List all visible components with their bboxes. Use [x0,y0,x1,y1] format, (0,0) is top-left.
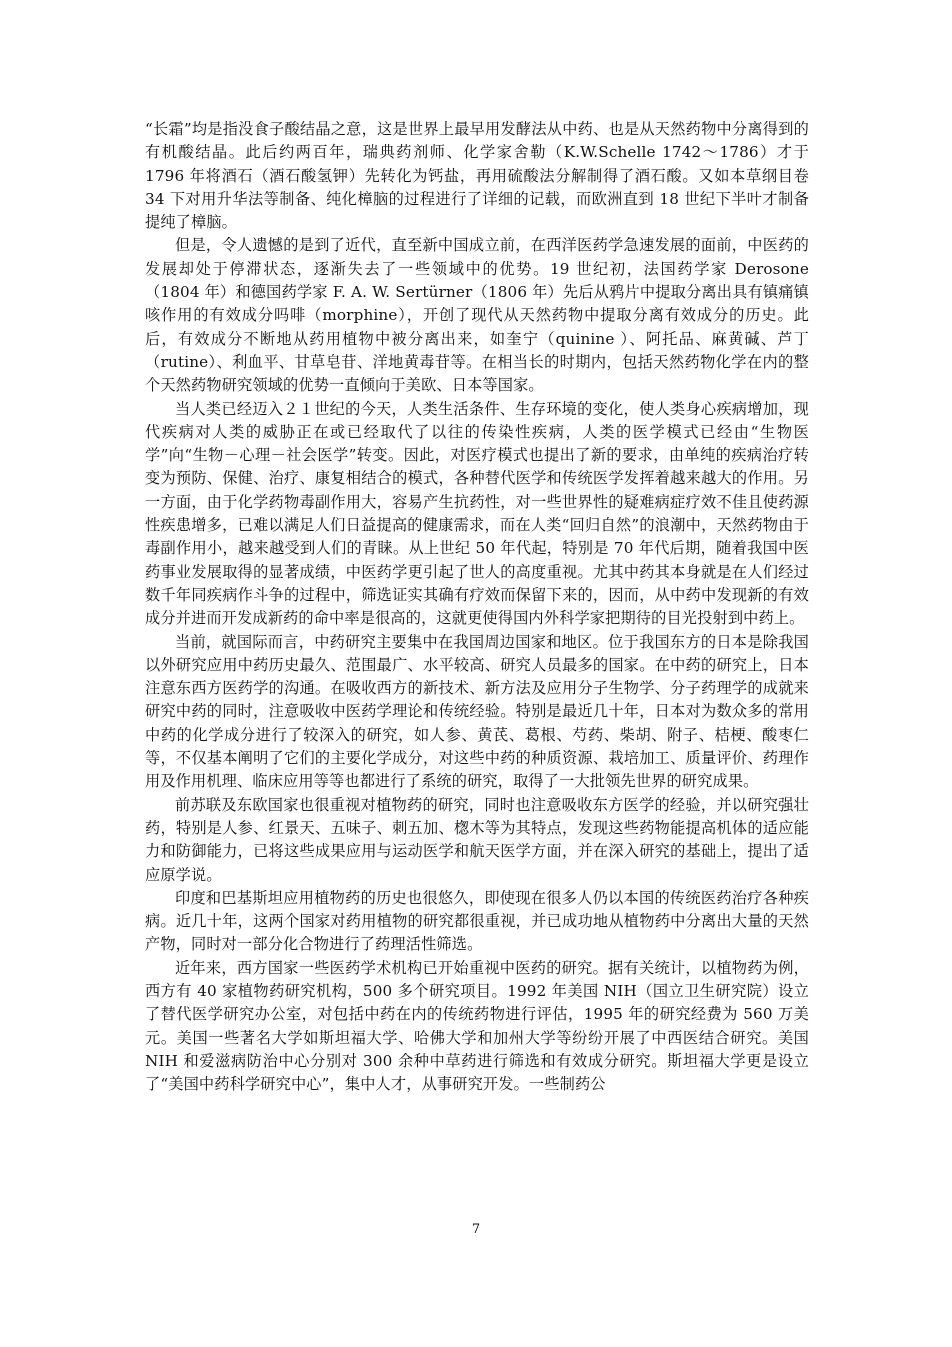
paragraph-soviet-research: 前苏联及东欧国家也很重视对植物药的研究，同时也注意吸收东方医学的经验，并以研究强壮药，特别是人参、红景天、五味子、刺五加、楤木等为其特点，发现这些药物能提高机体的适应能力和防御能力，已将这些成果应用与运动医学和航天医学方面，并在深入研究的基础上，提出了适应原学说。 [145,795,809,884]
paragraph-continuation: “长霜”均是指没食子酸结晶之意，这是世界上最早用发酵法从中药、也是从天然药物中分离得到的有机酸结晶。此后约两百年，瑞典药剂师、化学家舍勒（K.W.Schelle 1742～1786）才于 1796 年将酒石（酒石酸氢钾）先转化为钙盐，再用硫酸法分解制得了酒石酸。又如本草纲目卷 34 下对用升华法等制备、纯化樟脑的过程进行了详细的记载，而欧洲直到 18 世纪下半叶才制备提纯了樟脑。 [145,120,809,232]
paragraph-india-pakistan: 印度和巴基斯坦应用植物药的历史也很悠久，即使现在很多人仍以本国的传统医药治疗各种疾病。近几十年，这两个国家对药用植物的研究都很重视，并已成功地从植物药中分离出大量的天然产物，同时对一部分化合物进行了药理活性筛选。 [145,888,809,954]
paragraph-modern-decline: 但是，令人遗憾的是到了近代，直至新中国成立前，在西洋医药学急速发展的面前，中医药的发展却处于停滞状态，逐渐失去了一些领域中的优势。19 世纪初，法国药学家 Derosone（1804 年）和德国药学家 F. A. W. Sertürner（1806 年）先后从鸦片中提取分离出具有镇痛镇咳作用的有效成分吗啡（morphine），开创了现代从天然药物中提取分离有效成分的历史。此后，有效成分不断地从药用植物中被分离出来，如奎宁（quinine ）、阿托品、麻黄碱、芦丁（rutine）、利血平、甘草皂苷、洋地黄毒苷等。在相当长的时期内，包括天然药物化学在内的整个天然药物研究领域的优势一直倾向于美欧、日本等国家。 [145,236,809,395]
page-number: 7 [471,1222,481,1237]
paragraph-western-research: 近年来，西方国家一些医药学术机构已开始重视中医药的研究。据有关统计，以植物药为例，西方有 40 家植物药研究机构，500 多个研究项目。1992 年美国 NIH（国立卫生研究院）设立了替代医学研究办公室，对包括中药在内的传统药物进行评估，1995 年的研究经费为 560 万美元。美国一些著名大学如斯坦福大学、哈佛大学和加州大学等纷纷开展了中西医结合研究。美国 NIH 和爱滋病防治中心分别对 300 余种中草药进行筛选和有效成分研究。斯坦福大学更是设立了“美国中药科学研究中心”，集中人才，从事研究开发。一些制药公 [145,958,809,1094]
body-text [145,118,809,1096]
paragraph-japan-research: 当前，就国际而言，中药研究主要集中在我国周边国家和地区。位于我国东方的日本是除我国以外研究应用中药历史最久、范围最广、水平较高、研究人员最多的国家。在中药的研究上，日本注意东西方医药学的沟通。在吸收西方的新技术、新方法及应用分子生物学、分子药理学的成就来研究中药的同时，注意吸收中医药学理论和传统经验。特别是最近几十年，日本对为数众多的常用中药的化学成分进行了较深入的研究，如人参、黄芪、葛根、芍药、柴胡、附子、桔梗、酸枣仁等，不仅基本阐明了它们的主要化学成分，对这些中药的种质资源、栽培加工、质量评价、药理作用及作用机理、临床应用等等也都进行了系统的研究，取得了一大批领先世界的研究成果。 [145,632,809,791]
paragraph-21st-century: 当人类已经迈入２１世纪的今天，人类生活条件、生存环境的变化，使人类身心疾病增加，现代疾病对人类的威胁正在或已经取代了以往的传染性疾病，人类的医学模式已经由“生物医学”向“生物－心理－社会医学”转变。因此，对医疗模式也提出了新的要求，由单纯的疾病治疗转变为预防、保健、治疗、康复相结合的模式，各种替代医学和传统医学发挥着越来越大的作用。另一方面，由于化学药物毒副作用大，容易产生抗药性，对一些世界性的疑难病症疗效不佳且使药源性疾患增多，已难以满足人们日益提高的健康需求，而在人类“回归自然”的浪潮中，天然药物由于毒副作用小，越来越受到人们的青睐。从上世纪 50 年代起，特别是 70 年代后期，随着我国中医药事业发展取得的显著成绩，中医药学更引起了世人的高度重视。尤其中药其本身就是在人们经过数千年同疾病作斗争的过程中，筛选证实其确有疗效而保留下来的，因而，从中药中发现新的有效成分并进而开发成新药的命中率是很高的，这就更使得国内外科学家把期待的目光投射到中药上。 [145,399,809,628]
